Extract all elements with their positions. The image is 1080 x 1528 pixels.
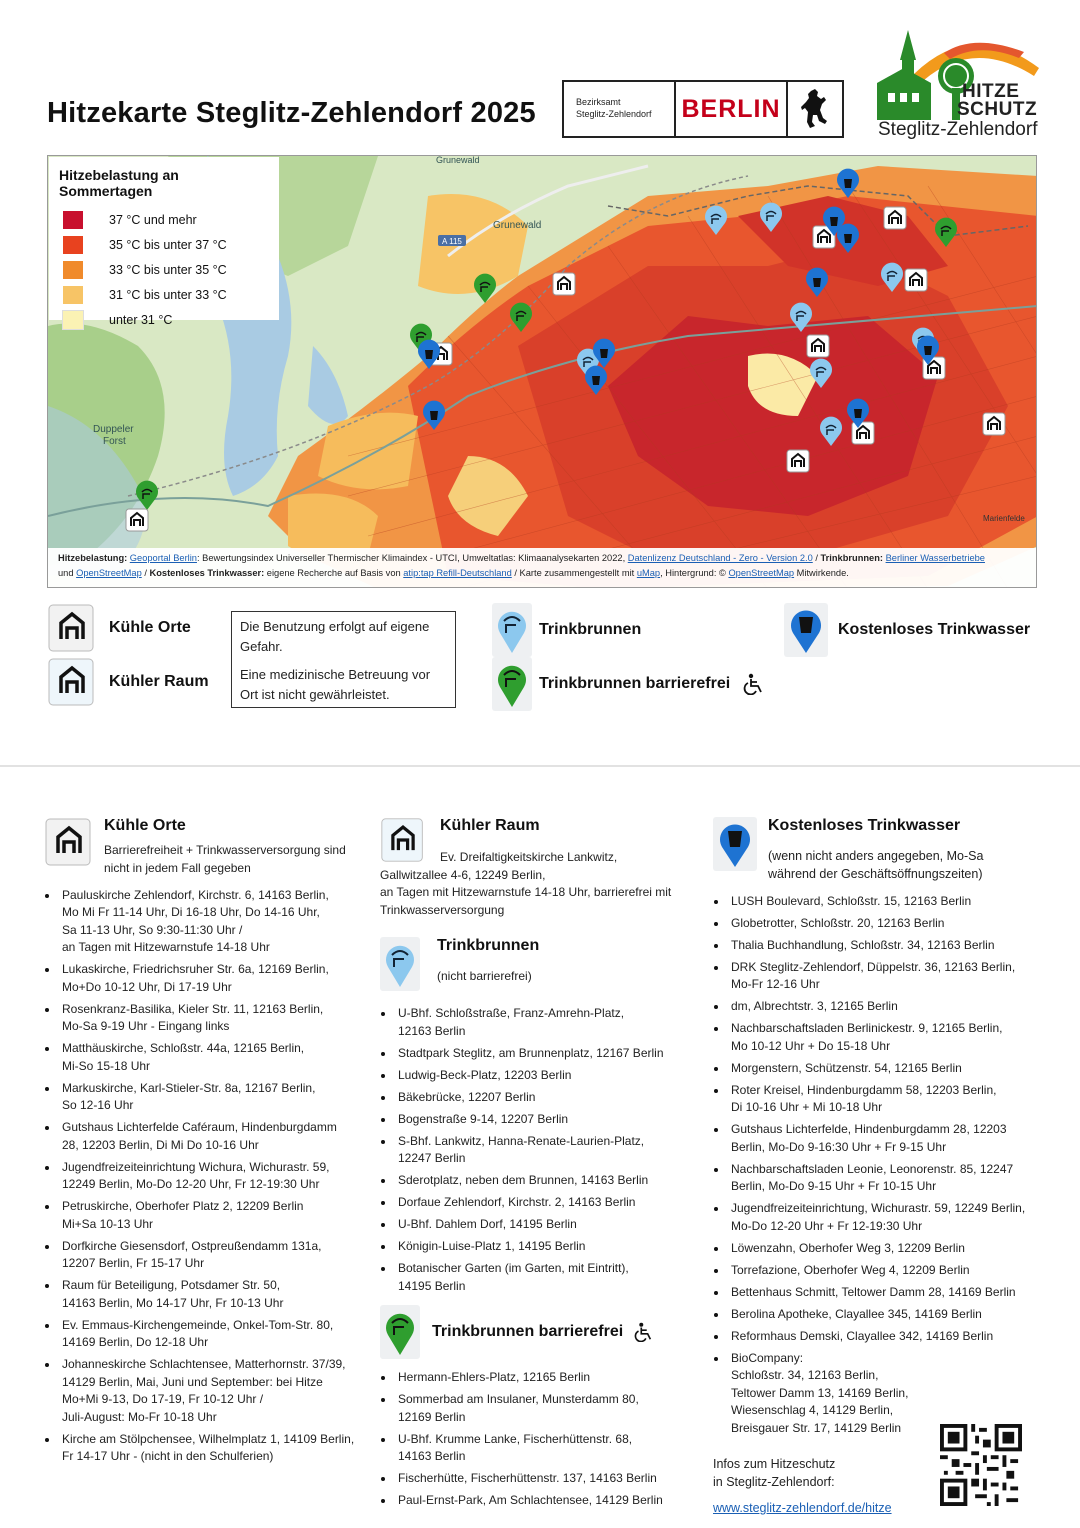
list-item-line: Sommerbad am Insulaner, Munsterdamm 80, (398, 1392, 639, 1406)
kuehler-raum-line: Trinkwasserversorgung (380, 902, 505, 917)
list-item-line: Bettenhaus Schmitt, Teltower Damm 28, 14169 Berlin (731, 1284, 1016, 1299)
list-item (380, 1391, 700, 1426)
list-item-line: Nachbarschaftsladen Berlinickestr. 9, 12165 Berlin, (731, 1021, 1003, 1035)
list-item-line: Globetrotter, Schloßstr. 20, 12163 Berlin (731, 915, 945, 930)
list-item-line: Dorfkirche Giesensdorf, Ostpreußendamm 131a, (62, 1238, 322, 1253)
list-item-line: Löwenzahn, Oberhofer Weg 3, 12209 Berlin (731, 1240, 965, 1255)
list-item-line: Mo+Mi 9-13, Do 17-19, Fr 10-12 Uhr / (62, 1392, 264, 1406)
list-item-line: 14163 Berlin, Mo 14-17 Uhr, Fr 10-13 Uhr (62, 1295, 284, 1310)
list-item-line: Berlin, Mo-Do 9-15 Uhr + Fr 10-15 Uhr (731, 1179, 937, 1193)
legend-label: unter 31 °C (109, 312, 173, 327)
kuehler-raum-line: Ev. Dreifaltigkeitskirche Lankwitz, (440, 850, 618, 864)
marker-trinkbrunnen[interactable] (790, 303, 812, 332)
marker-kuehle-orte[interactable] (852, 422, 874, 444)
list-item-line: Gutshaus Lichterfelde, Hindenburgdamm 28, 12203 (731, 1122, 1007, 1136)
column-kuehle-orte (44, 817, 364, 1470)
legend-label: 37 °C und mehr (109, 212, 197, 227)
marker-kostenloses-trinkwasser[interactable] (837, 224, 859, 253)
credits-label: Trinkbrunnen: (820, 553, 886, 563)
list-item (713, 893, 1043, 911)
berlin-logo-word: BERLIN (676, 82, 788, 136)
list-item (713, 937, 1043, 955)
list-item-line: Johanneskirche Schlachtensee, Matterhornstr. 37/39, (62, 1357, 346, 1371)
marker-kuehle-orte[interactable] (553, 273, 575, 295)
credits-text: : Bewertungsindex Universeller Thermischer Klimaindex - UTCI, Umweltatlas: Klimaanalysekarten 2022, (196, 553, 628, 563)
list-item (44, 1317, 364, 1352)
list-item (380, 1431, 700, 1466)
list-item-line: Roter Kreisel, Hindenburgdamm 58, 12203 Berlin, (731, 1082, 997, 1097)
list-item-line: Wiesenschlag 4, 14129 Berlin, (731, 1403, 894, 1417)
list-item (713, 1328, 1043, 1346)
marker-kuehle-orte[interactable] (126, 509, 148, 531)
list-item (713, 959, 1043, 994)
list-item-line: Ludwig-Beck-Platz, 12203 Berlin (398, 1067, 572, 1082)
list-item-line: Stadtpark Steglitz, am Brunnenplatz, 12167 Berlin (398, 1045, 664, 1060)
list-item-line: U-Bhf. Dahlem Dorf, 14195 Berlin (398, 1217, 577, 1231)
kostenloses-trinkwasser-title: Kostenloses Trinkwasser (768, 817, 961, 834)
trinkbrunnen-list (380, 1005, 700, 1295)
list-item-line: an Tagen mit Hitzewarnstufe 14-18 Uhr (62, 940, 270, 954)
list-item-line: 12163 Berlin (398, 1023, 466, 1038)
legend-swatch (63, 286, 83, 304)
list-item (44, 887, 364, 957)
list-item-line: Sa 11-13 Uhr, So 9:30-11:30 Uhr / (62, 922, 243, 937)
kuehler-raum-line: an Tagen mit Hitzewarnstufe 14-18 Uhr, barrierefrei mit (380, 885, 672, 899)
marker-trinkbrunnen-barrierefrei[interactable] (510, 303, 532, 332)
legend-label: 31 °C bis unter 33 °C (109, 287, 227, 302)
trinkbrunnen-barrierefrei-title: Trinkbrunnen barrierefrei (432, 1323, 624, 1341)
marker-kuehle-orte[interactable] (884, 207, 906, 229)
list-item-line: Mi+Sa 10-13 Uhr (62, 1216, 154, 1231)
legend-kuehle-orte-label: Kühle Orte (109, 619, 191, 636)
list-item (713, 1082, 1043, 1117)
list-item-line: Raum für Beteiligung, Potsdamer Str. 50, (62, 1278, 281, 1292)
list-item-line: Hermann-Ehlers-Platz, 12165 Berlin (398, 1370, 591, 1384)
map-legend (49, 157, 279, 327)
trinkbrunnen-title: Trinkbrunnen (437, 937, 540, 954)
legend-swatch (63, 211, 83, 229)
legend-row (59, 307, 269, 332)
list-item (713, 1262, 1043, 1280)
map-label-grunewald: Grunewald (493, 220, 542, 231)
legend-trinkbrunnen-barrierefrei-label: Trinkbrunnen barrierefrei (539, 675, 731, 692)
column-middle (380, 817, 700, 1514)
list-item-line: Gutshaus Lichterfelde Caféraum, Hindenburgdamm (62, 1120, 337, 1134)
page-title: Hitzekarte Steglitz-Zehlendorf 2025 (47, 97, 536, 129)
info-line2: in Steglitz-Zehlendorf: (713, 1475, 835, 1489)
credits-link-umap[interactable]: uMap (636, 568, 661, 578)
kuehle-orte-list (44, 887, 364, 1466)
credits-link-datenlizenz[interactable]: Datenlizenz Deutschland - Zero - Version 2.0 (627, 553, 813, 563)
list-item-line: Mo-Sa 9-19 Uhr - Eingang links (62, 1019, 230, 1033)
list-item-line: Matthäuskirche, Schloßstr. 44a, 12165 Berlin, (62, 1041, 305, 1055)
list-item (380, 1045, 700, 1063)
marker-kostenloses-trinkwasser[interactable] (423, 401, 445, 430)
list-item-line: Pauluskirche Zehlendorf, Kirchstr. 6, 14163 Berlin, (62, 887, 329, 902)
list-item-line: BioCompany: (731, 1350, 804, 1365)
list-item (713, 1020, 1043, 1055)
list-item (380, 1005, 700, 1040)
info-link[interactable]: www.steglitz-zehlendorf.de/hitze (713, 1501, 892, 1515)
list-item (44, 1198, 364, 1233)
list-item (380, 1260, 700, 1295)
marker-trinkbrunnen[interactable] (705, 206, 727, 235)
legend-kuehler-raum-label: Kühler Raum (109, 673, 209, 690)
list-item (713, 1161, 1043, 1196)
subtitle-line: während der Geschäftsöffnungszeiten) (768, 866, 983, 881)
credits-link-osm[interactable]: OpenStreetMap (76, 568, 142, 578)
list-item-line: Jugendfreizeiteinrichtung, Wichurastr. 59, 12249 Berlin, (731, 1201, 1026, 1215)
hitzeschutz-logo-line1: HITZE (962, 81, 1020, 102)
water-tap-icon (492, 603, 532, 657)
list-item (44, 1277, 364, 1312)
list-item (380, 1238, 700, 1256)
water-tap-icon (380, 1305, 420, 1359)
list-item-line: Mo 10-12 Uhr + Do 15-18 Uhr (731, 1038, 891, 1053)
list-item-line: Mo-Do 12-20 Uhr + Fr 12-19:30 Uhr (731, 1218, 923, 1233)
list-item-line: Torrefazione, Oberhofer Weg 4, 12209 Berlin (731, 1262, 970, 1277)
hitzeschutz-logo-line3: Steglitz-Zehlendorf (878, 119, 1038, 140)
map-label-forst: Forst (103, 436, 126, 447)
legend-trinkbrunnen-label: Trinkbrunnen (539, 621, 642, 638)
list-item-line: Nachbarschaftsladen Leonie, Leonorenstr. 85, 12247 (731, 1161, 1014, 1176)
marker-trinkbrunnen-barrierefrei[interactable] (474, 274, 496, 303)
marker-trinkbrunnen[interactable] (810, 359, 832, 388)
credits-text: und (58, 568, 77, 578)
marker-kuehle-orte[interactable] (787, 450, 809, 472)
list-item (44, 1040, 364, 1075)
list-item-line: Bogenstraße 9-14, 12207 Berlin (398, 1111, 569, 1126)
marker-trinkbrunnen[interactable] (881, 263, 903, 292)
water-tap-icon (492, 657, 532, 711)
list-item-line: Dorfaue Zehlendorf, Kirchstr. 2, 14163 Berlin (398, 1195, 636, 1209)
list-item (44, 1356, 364, 1426)
list-item-line: 14129 Berlin, Mai, Juni und September: bei Hitze (62, 1374, 323, 1389)
list-item (713, 1240, 1043, 1258)
legend-kuehle-orte (47, 603, 191, 653)
list-item-line: 14163 Berlin (398, 1449, 466, 1463)
legend-kostenloses-trinkwasser (784, 603, 1030, 657)
list-item-line: Mi-So 15-18 Uhr (62, 1058, 151, 1073)
list-item-line: Petruskirche, Oberhofer Platz 2, 12209 Berlin (62, 1199, 304, 1213)
wheelchair-icon (742, 673, 766, 695)
map-legend-title: Hitzebelastung an Sommertagen (59, 167, 179, 199)
list-item-line: Mo Mi Fr 11-14 Uhr, Di 16-18 Uhr, Do 14-16 Uhr, (62, 905, 320, 919)
map-label-marienfelde: Marienfelde (983, 514, 1025, 523)
list-item-line: U-Bhf. Krumme Lanke, Fischerhüttenstr. 68, (398, 1431, 633, 1446)
kuehle-orte-title: Kühle Orte (104, 817, 186, 834)
list-item-line: Juli-August: Mo-Fr 10-18 Uhr (62, 1409, 217, 1424)
disclaimer-box (231, 611, 456, 708)
list-item (44, 1119, 364, 1154)
list-item (44, 1238, 364, 1273)
bear-icon (788, 82, 842, 136)
legend-row (59, 282, 269, 307)
list-item (713, 1121, 1043, 1156)
list-item-line: 14169 Berlin, Do 12-18 Uhr (62, 1335, 209, 1349)
map-label-grunewald-top: Grunewald (436, 156, 480, 165)
list-item-line: Morgenstern, Schützenstr. 54, 12165 Berlin (731, 1060, 962, 1075)
credits-text: / (141, 568, 150, 578)
house-icon (44, 817, 94, 867)
water-tap-icon (380, 937, 420, 991)
house-icon (47, 657, 97, 707)
credits-text: , Hintergrund: © (660, 568, 729, 578)
marker-trinkbrunnen[interactable] (760, 203, 782, 232)
list-item-line: Fischerhütte, Fischerhüttenstr. 137, 14163 Berlin (398, 1471, 657, 1485)
map-label-dueppeler: Duppeler (93, 424, 134, 435)
credits-label: Kostenloses Trinkwasser: (149, 568, 265, 578)
legend-trinkbrunnen (492, 603, 641, 657)
list-item (44, 1080, 364, 1115)
list-item-line: LUSH Boulevard, Schloßstr. 15, 12163 Berlin (731, 893, 972, 908)
list-item-line: U-Bhf. Schloßstraße, Franz-Amrehn-Platz, (398, 1006, 625, 1020)
marker-trinkbrunnen-barrierefrei[interactable] (136, 481, 158, 510)
credits-text: / Karte zusammengestellt mit (511, 568, 637, 578)
legend-row (59, 257, 269, 282)
cup-icon (713, 817, 757, 871)
list-item-line: Reformhaus Demski, Clayallee 342, 14169 Berlin (731, 1328, 994, 1343)
legend-row (59, 207, 269, 232)
list-item (380, 1369, 700, 1387)
berlin-logo-line2: Steglitz-Zehlendorf (576, 109, 652, 119)
legend-trinkbrunnen-barrierefrei (492, 657, 766, 711)
list-item-line: Mo+Do 10-12 Uhr, Di 17-19 Uhr (62, 979, 232, 994)
credits-label: Hitzebelastung: (58, 553, 130, 563)
marker-kostenloses-trinkwasser[interactable] (806, 268, 828, 297)
trinkbrunnen-barrierefrei-list (380, 1369, 700, 1510)
list-item-line: 12249 Berlin, Mo-Do 12-20 Uhr, Fr 12-19:30 Uhr (62, 1177, 320, 1191)
marker-kostenloses-trinkwasser[interactable] (837, 169, 859, 198)
disclaimer-1: Die Benutzung erfolgt auf eigene Gefahr. (240, 619, 430, 654)
list-item-line: Paul-Ernst-Park, Am Schlachtensee, 14129 Berlin (398, 1493, 663, 1507)
list-item-line: Teltower Damm 13, 14169 Berlin, (731, 1385, 909, 1400)
list-item-line: 12207 Berlin, Fr 15-17 Uhr (62, 1256, 205, 1270)
list-item-line: 12247 Berlin (398, 1151, 466, 1165)
house-icon (380, 817, 426, 863)
subtitle-line: (wenn nicht anders angegeben, Mo-Sa (768, 848, 984, 863)
list-item-line: Bäkebrücke, 12207 Berlin (398, 1089, 536, 1104)
list-item-line: Rosenkranz-Basilika, Kieler Str. 11, 12163 Berlin, (62, 1001, 324, 1016)
list-item-line: Lukaskirche, Friedrichsruher Str. 6a, 12169 Berlin, (62, 962, 329, 976)
list-item-line: dm, Albrechtstr. 3, 12165 Berlin (731, 999, 898, 1013)
kostenloses-trinkwasser-subtitle (768, 847, 983, 883)
list-item-line: 14195 Berlin (398, 1278, 466, 1293)
legend-row (59, 232, 269, 257)
marker-trinkbrunnen-barrierefrei[interactable] (935, 218, 957, 247)
list-item (713, 998, 1043, 1016)
list-item-line: Breisgauer Str. 17, 14129 Berlin (731, 1420, 902, 1435)
cup-icon (784, 603, 828, 657)
list-item-line: Schloßstr. 34, 12163 Berlin, (731, 1368, 879, 1382)
legend-label: 35 °C bis unter 37 °C (109, 237, 227, 252)
list-item (380, 1133, 700, 1168)
list-item (44, 961, 364, 996)
list-item (713, 1200, 1043, 1235)
list-item (380, 1216, 700, 1234)
kuehler-raum-text (380, 849, 700, 919)
hitzeschutz-logo-line2: SCHUTZ (957, 99, 1038, 120)
list-item-line: Königin-Luise-Platz 1, 14195 Berlin (398, 1239, 586, 1253)
map-label-a115: A 115 (442, 237, 462, 246)
credits-text: Mitwirkende. (794, 568, 849, 578)
list-item-line: Berolina Apotheke, Clayallee 345, 14169 Berlin (731, 1306, 982, 1321)
marker-kuehle-orte[interactable] (983, 413, 1005, 435)
credits-text: / (812, 553, 821, 563)
list-item (44, 1159, 364, 1194)
kostenloses-trinkwasser-list (713, 893, 1043, 1438)
list-item-line: Sderotplatz, neben dem Brunnen, 14163 Berlin (398, 1173, 649, 1187)
info-line1: Infos zum Hitzeschutz (713, 1457, 836, 1471)
marker-trinkbrunnen[interactable] (820, 417, 842, 446)
kuehler-raum-title: Kühler Raum (440, 817, 540, 834)
list-item-line: Ev. Emmaus-Kirchengemeinde, Onkel-Tom-Str. 80, (62, 1317, 334, 1332)
list-item-line: S-Bhf. Lankwitz, Hanna-Renate-Laurien-Platz, (398, 1133, 645, 1148)
list-item-line: Botanischer Garten (im Garten, mit Eintritt), (398, 1261, 629, 1275)
legend-label: 33 °C bis unter 35 °C (109, 262, 227, 277)
legend-kuehler-raum (47, 657, 209, 707)
berlin-logo-line1: Bezirksamt (576, 97, 621, 107)
credits-link-bwb[interactable]: Berliner Wasserbetriebe (885, 553, 985, 563)
credits-link-refill[interactable]: atip:tap Refill-Deutschland (403, 568, 512, 578)
list-item (380, 1067, 700, 1085)
legend-swatch (63, 261, 83, 279)
qr-code-icon[interactable] (940, 1424, 1022, 1506)
map-credits (48, 548, 1036, 587)
list-item-line: 28, 12203 Berlin, Di Mi Do 10-16 Uhr (62, 1137, 259, 1152)
column-kostenloses-trinkwasser (713, 817, 1043, 1517)
list-item (380, 1111, 700, 1129)
list-item-line: Kirche am Stölpchensee, Wilhelmplatz 1, 14109 Berlin, (62, 1431, 355, 1446)
list-item (713, 1284, 1043, 1302)
list-item (380, 1194, 700, 1212)
list-item-line: Thalia Buchhandlung, Schloßstr. 34, 12163 Berlin (731, 937, 995, 952)
legend-kostenloses-trinkwasser-label: Kostenloses Trinkwasser (838, 621, 1031, 638)
legend-swatch (63, 311, 83, 329)
list-item-line: Mo-Fr 12-16 Uhr (731, 977, 820, 991)
list-item (713, 1306, 1043, 1324)
list-item (44, 1431, 364, 1466)
wheelchair-icon (633, 1322, 655, 1342)
credits-text: eigene Recherche auf Basis von (264, 568, 404, 578)
list-item-line: Berlin, Mo-Do 9-16:30 Uhr + Fr 9-15 Uhr (731, 1139, 947, 1154)
marker-kuehle-orte[interactable] (807, 335, 829, 357)
credits-link-geoportal[interactable]: Geoportal Berlin (129, 553, 197, 563)
list-item (713, 1060, 1043, 1078)
kuehler-raum-line: Gallwitzallee 4-6, 12249 Berlin, (380, 867, 546, 882)
trinkbrunnen-subtitle: (nicht barrierefrei) (437, 968, 532, 983)
list-item (713, 915, 1043, 933)
marker-kostenloses-trinkwasser[interactable] (585, 366, 607, 395)
legend-swatch (63, 236, 83, 254)
list-item-line: Di 10-16 Uhr + Mi 10-18 Uhr (731, 1100, 883, 1114)
list-item-line: So 12-16 Uhr (62, 1098, 134, 1112)
credits-link-osm2[interactable]: OpenStreetMap (728, 568, 795, 578)
list-item-line: Fr 14-17 Uhr - (nicht in den Schulferien) (62, 1449, 274, 1463)
list-item-line: 12169 Berlin (398, 1409, 466, 1424)
list-item-line: Markuskirche, Karl-Stieler-Str. 8a, 12167 Berlin, (62, 1080, 316, 1095)
berlin-logo (562, 80, 844, 138)
list-item (44, 1001, 364, 1036)
disclaimer-2: Eine medizinische Betreuung vor Ort ist nicht gewährleistet. (240, 667, 431, 702)
marker-kuehle-orte[interactable] (905, 269, 927, 291)
list-item (380, 1172, 700, 1190)
section-divider (0, 765, 1080, 767)
list-item-line: DRK Steglitz-Zehlendorf, Düppelstr. 36, 12163 Berlin, (731, 959, 1016, 974)
list-item-line: Jugendfreizeiteinrichtung Wichura, Wichurastr. 59, (62, 1159, 330, 1174)
house-icon (47, 603, 97, 653)
list-item (380, 1492, 700, 1510)
kuehle-orte-subtitle: Barrierefreiheit + Trinkwasserversorgung sind nicht in jedem Fall gegeben (104, 842, 346, 875)
list-item (380, 1089, 700, 1107)
list-item (380, 1470, 700, 1488)
